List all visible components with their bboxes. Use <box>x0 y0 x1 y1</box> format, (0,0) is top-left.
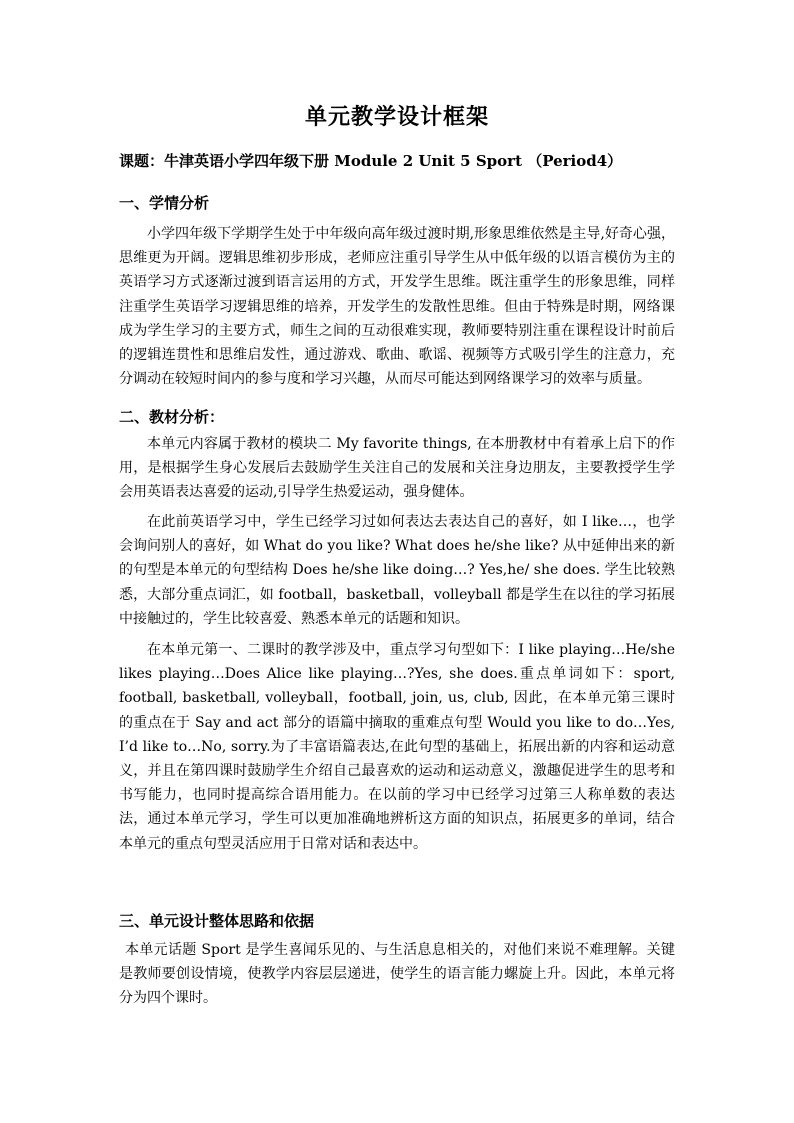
paragraph-unit-design: 本单元话题 Sport 是学生喜闻乐见的、与生活息息相关的，对他们来说不难理解。关键是教师要创设情境，使教学内容层层递进，使学生的语言能力螺旋上升。因此，本单元将分为四个课时。 <box>119 942 675 1007</box>
paragraph-textbook-analysis-3: 在本单元第一、二课时的教学涉及中，重点学习句型如下：I like playing…He/she likes playing…Does Alice like playing…?Yes, she does.重点单词如下：sport, football, basketball, volleyball，football, join, us, club, 因此，在本单元第三课时的重点在于 Say and act 部分的语篇中摘取的重难点句型 Would you like to do…Yes, I’d like to…No, sorry.为了丰富语篇表达,在此句型的基础上，拓展出新的内容和运动意义，并且在第四课时鼓励学生介绍自己最喜欢的运动和运动意义，激趣促进学生的思考和书写能力，也同时提高综合语用能力。在以前的学习中已经学习过第三人称单数的表达法，通过本单元学习，学生可以更加准确地辨析这方面的知识点，拓展更多的单词，结合本单元的重点句型灵活应用于日常对话和表达中。 <box>119 642 675 852</box>
lesson-subject: 课题：牛津英语小学四年级下册 Module 2 Unit 5 Sport （Period4） <box>119 152 623 170</box>
section-heading-textbook-analysis: 二、教材分析： <box>119 408 225 426</box>
paragraph-textbook-analysis-1: 本单元内容属于教材的模块二 My favorite things, 在本册教材中有着承上启下的作用，是根据学生身心发展后去鼓励学生关注自己的发展和关注身边朋友，主要教授学生学会用英语表达喜爱的运动,引导学生热爱运动，强身健体。 <box>119 436 675 501</box>
paragraph-textbook-analysis-2: 在此前英语学习中，学生已经学习过如何表达去表达自己的喜好，如 I like…，也学会询问别人的喜好，如 What do you like? What does he/she like? 从中延伸出来的新的句型是本单元的句型结构 Does he/she like doing…? Yes,he/ she does. 学生比较熟悉，大部分重点词汇，如 football，basketball，volleyball 都是学生在以往的学习拓展中接触过的，学生比较喜爱、熟悉本单元的话题和知识。 <box>119 514 675 627</box>
document-title: 单元教学设计框架 <box>304 104 489 130</box>
section-heading-unit-design: 三、单元设计整体思路和依据 <box>119 912 315 930</box>
paragraph-learner-analysis: 小学四年级下学期学生处于中年级向高年级过渡时期,形象思维依然是主导,好奇心强，思维更为开阔。逻辑思维初步形成，老师应注重引导学生从中低年级的以语言模仿为主的英语学习方式逐渐过渡到语言运用的方式，开发学生思维。既注重学生的形象思维，同样注重学生英语学习逻辑思维的培养，开发学生的发散性思维。但由于特殊是时期，网络课成为学生学习的主要方式，师生之间的互动很难实现，教师要特别注重在课程设计时前后的逻辑连贯性和思维启发性，通过游戏、歌曲、歌谣、视频等方式吸引学生的注意力，充分调动在较短时间内的参与度和学习兴趣，从而尽可能达到网络课学习的效率与质量。 <box>119 226 675 388</box>
section-heading-learner-analysis: 一、学情分析 <box>119 194 210 212</box>
